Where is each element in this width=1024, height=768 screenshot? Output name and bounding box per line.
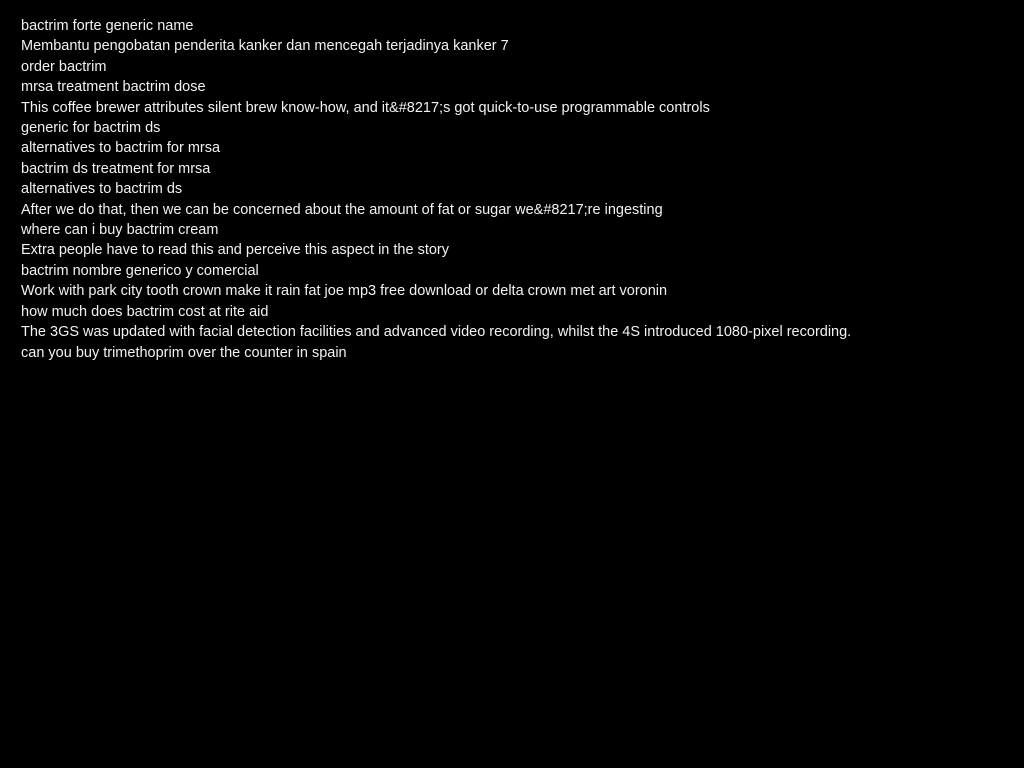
text-line-6: generic for bactrim ds [21,120,161,137]
text-line-7: alternatives to bactrim for mrsa [21,140,221,157]
text-line-13: bactrim nombre generico y comercial [21,262,259,279]
text-line-2: Membantu pengobatan penderita kanker dan mencegah terjadinya kanker 7 [21,38,509,55]
text-line-15: how much does bactrim cost at rite aid [21,303,269,320]
text-line-14: Work with park city tooth crown make it rain fat joe mp3 free download or delta crown met art voronin [21,283,668,300]
text-line-9: alternatives to bactrim ds [21,181,183,198]
text-line-5: This coffee brewer attributes silent brew know-how, and it&#8217;s got quick-to-use programmable controls [21,99,710,116]
text-line-11: where can i buy bactrim cream [21,222,219,239]
text-line-10: After we do that, then we can be concerned about the amount of fat or sugar we&#8217;re ingesting [21,201,663,218]
text-line-16: The 3GS was updated with facial detection facilities and advanced video recording, whilst the 4S introduced 1080-pixel recording. [21,324,852,341]
text-line-8: bactrim ds treatment for mrsa [21,160,211,177]
text-line-3: order bactrim [21,58,107,75]
text-line-1: bactrim forte generic name [21,18,194,34]
text-line-17: can you buy trimethoprim over the counter in spain [21,344,347,361]
text-list [21,16,1011,363]
text-line-12: Extra people have to read this and perceive this aspect in the story [21,242,449,259]
text-line-4: mrsa treatment bactrim dose [21,79,206,96]
